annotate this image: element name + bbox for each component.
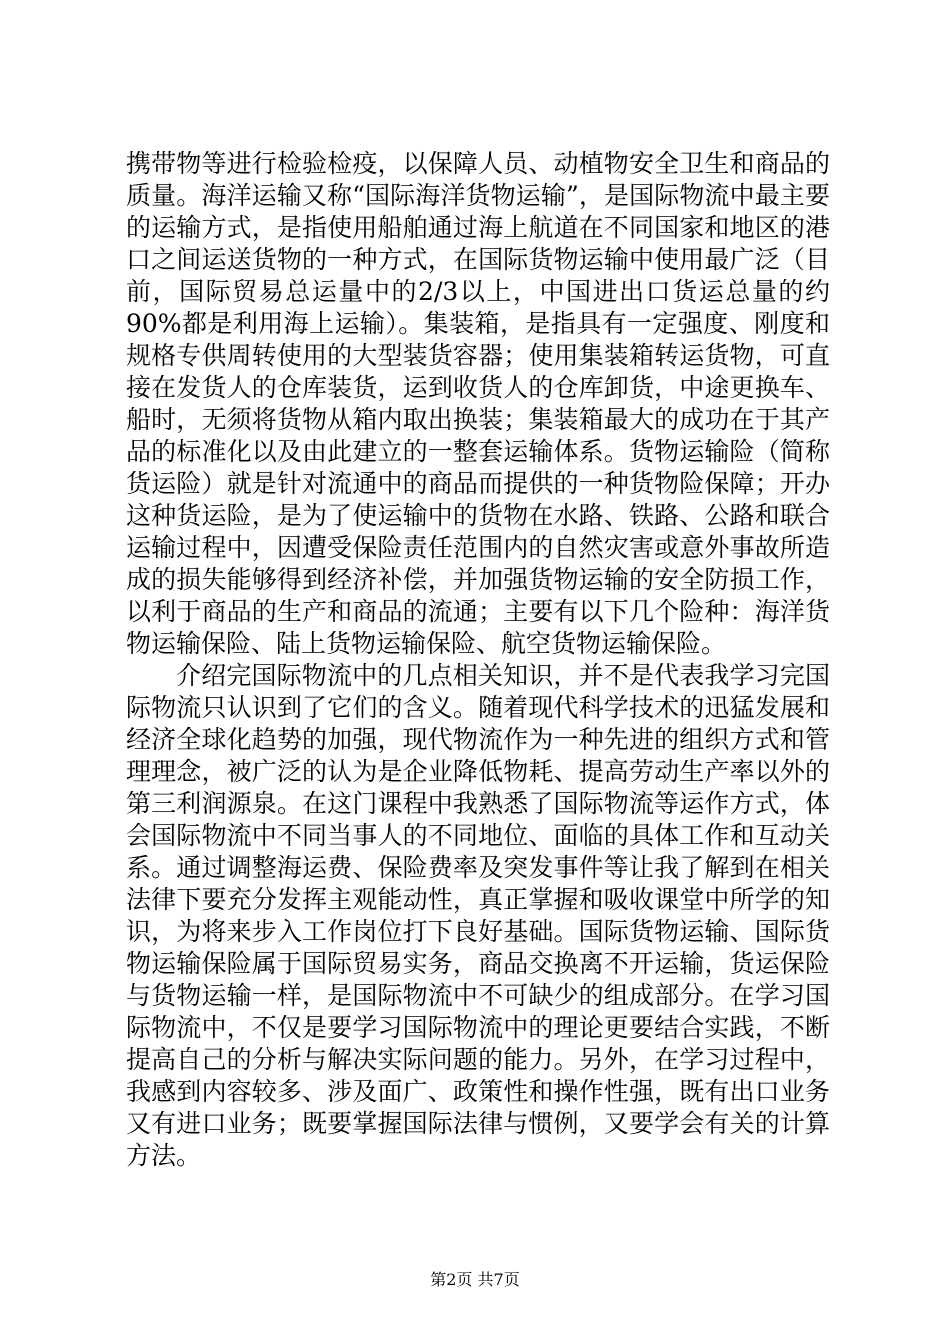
page-footer: 第2页 共7页: [430, 1270, 520, 1289]
paragraph-continuation: 携带物等进行检验检疫，以保障人员、动植物安全卫生和商品的质量。海洋运输又称“国际海洋货物运输”，是国际物流中最主要的运输方式，是指使用船舶通过海上航道在不同国家和地区的港口之间运送货物的一种方式，在国际货物运输中使用最广泛（目前，国际贸易总运量中的2/3以上，中国进出口货运总量的约90%都是利用海上运输）。集装箱，是指具有一定强度、刚度和规格专供周转使用的大型装货容器；使用集装箱转运货物，可直接在发货人的仓库装货，运到收货人的仓库卸货，中途更换车、船时，无须将货物从箱内取出换装；集装箱最大的成功在于其产品的标准化以及由此建立的一整套运输体系。货物运输险（简称货运险）就是针对流通中的商品而提供的一种货物险保障；开办这种货运险，是为了使运输中的货物在水路、铁路、公路和联合运输过程中，因遭受保险责任范围内的自然灾害或意外事故所造成的损失能够得到经济补偿，并加强货物运输的安全防损工作，以利于商品的生产和商品的流通；主要有以下几个险种：海洋货物运输保险、陆上货物运输保险、航空货物运输保险。: [126, 149, 830, 658]
paragraph-reflection: 介绍完国际物流中的几点相关知识，并不是代表我学习完国际物流只认识到了它们的含义。随着现代科学技术的迅猛发展和经济全球化趋势的加强，现代物流作为一种先进的组织方式和管理理念，被广泛的认为是企业降低物耗、提高劳动生产率以外的第三利润源泉。在这门课程中我熟悉了国际物流等运作方式，体会国际物流中不同当事人的不同地位、面临的具体工作和互动关系。通过调整海运费、保险费率及突发事件等让我了解到在相关法律下要充分发挥主观能动性，真正掌握和吸收课堂中所学的知识，为将来步入工作岗位打下良好基础。国际货物运输、国际货物运输保险属于国际贸易实务，商品交换离不开运输，货运保险与货物运输一样，是国际物流中不可缺少的组成部分。在学习国际物流中，不仅是要学习国际物流中的理论更要结合实践，不断提高自己的分析与解决实际问题的能力。另外，在学习过程中，我感到内容较多、涉及面广、政策性和操作性强，既有出口业务又有进口业务；既要掌握国际法律与惯例，又要学会有关的计算方法。: [126, 661, 830, 1170]
document-body: [126, 148, 830, 1172]
